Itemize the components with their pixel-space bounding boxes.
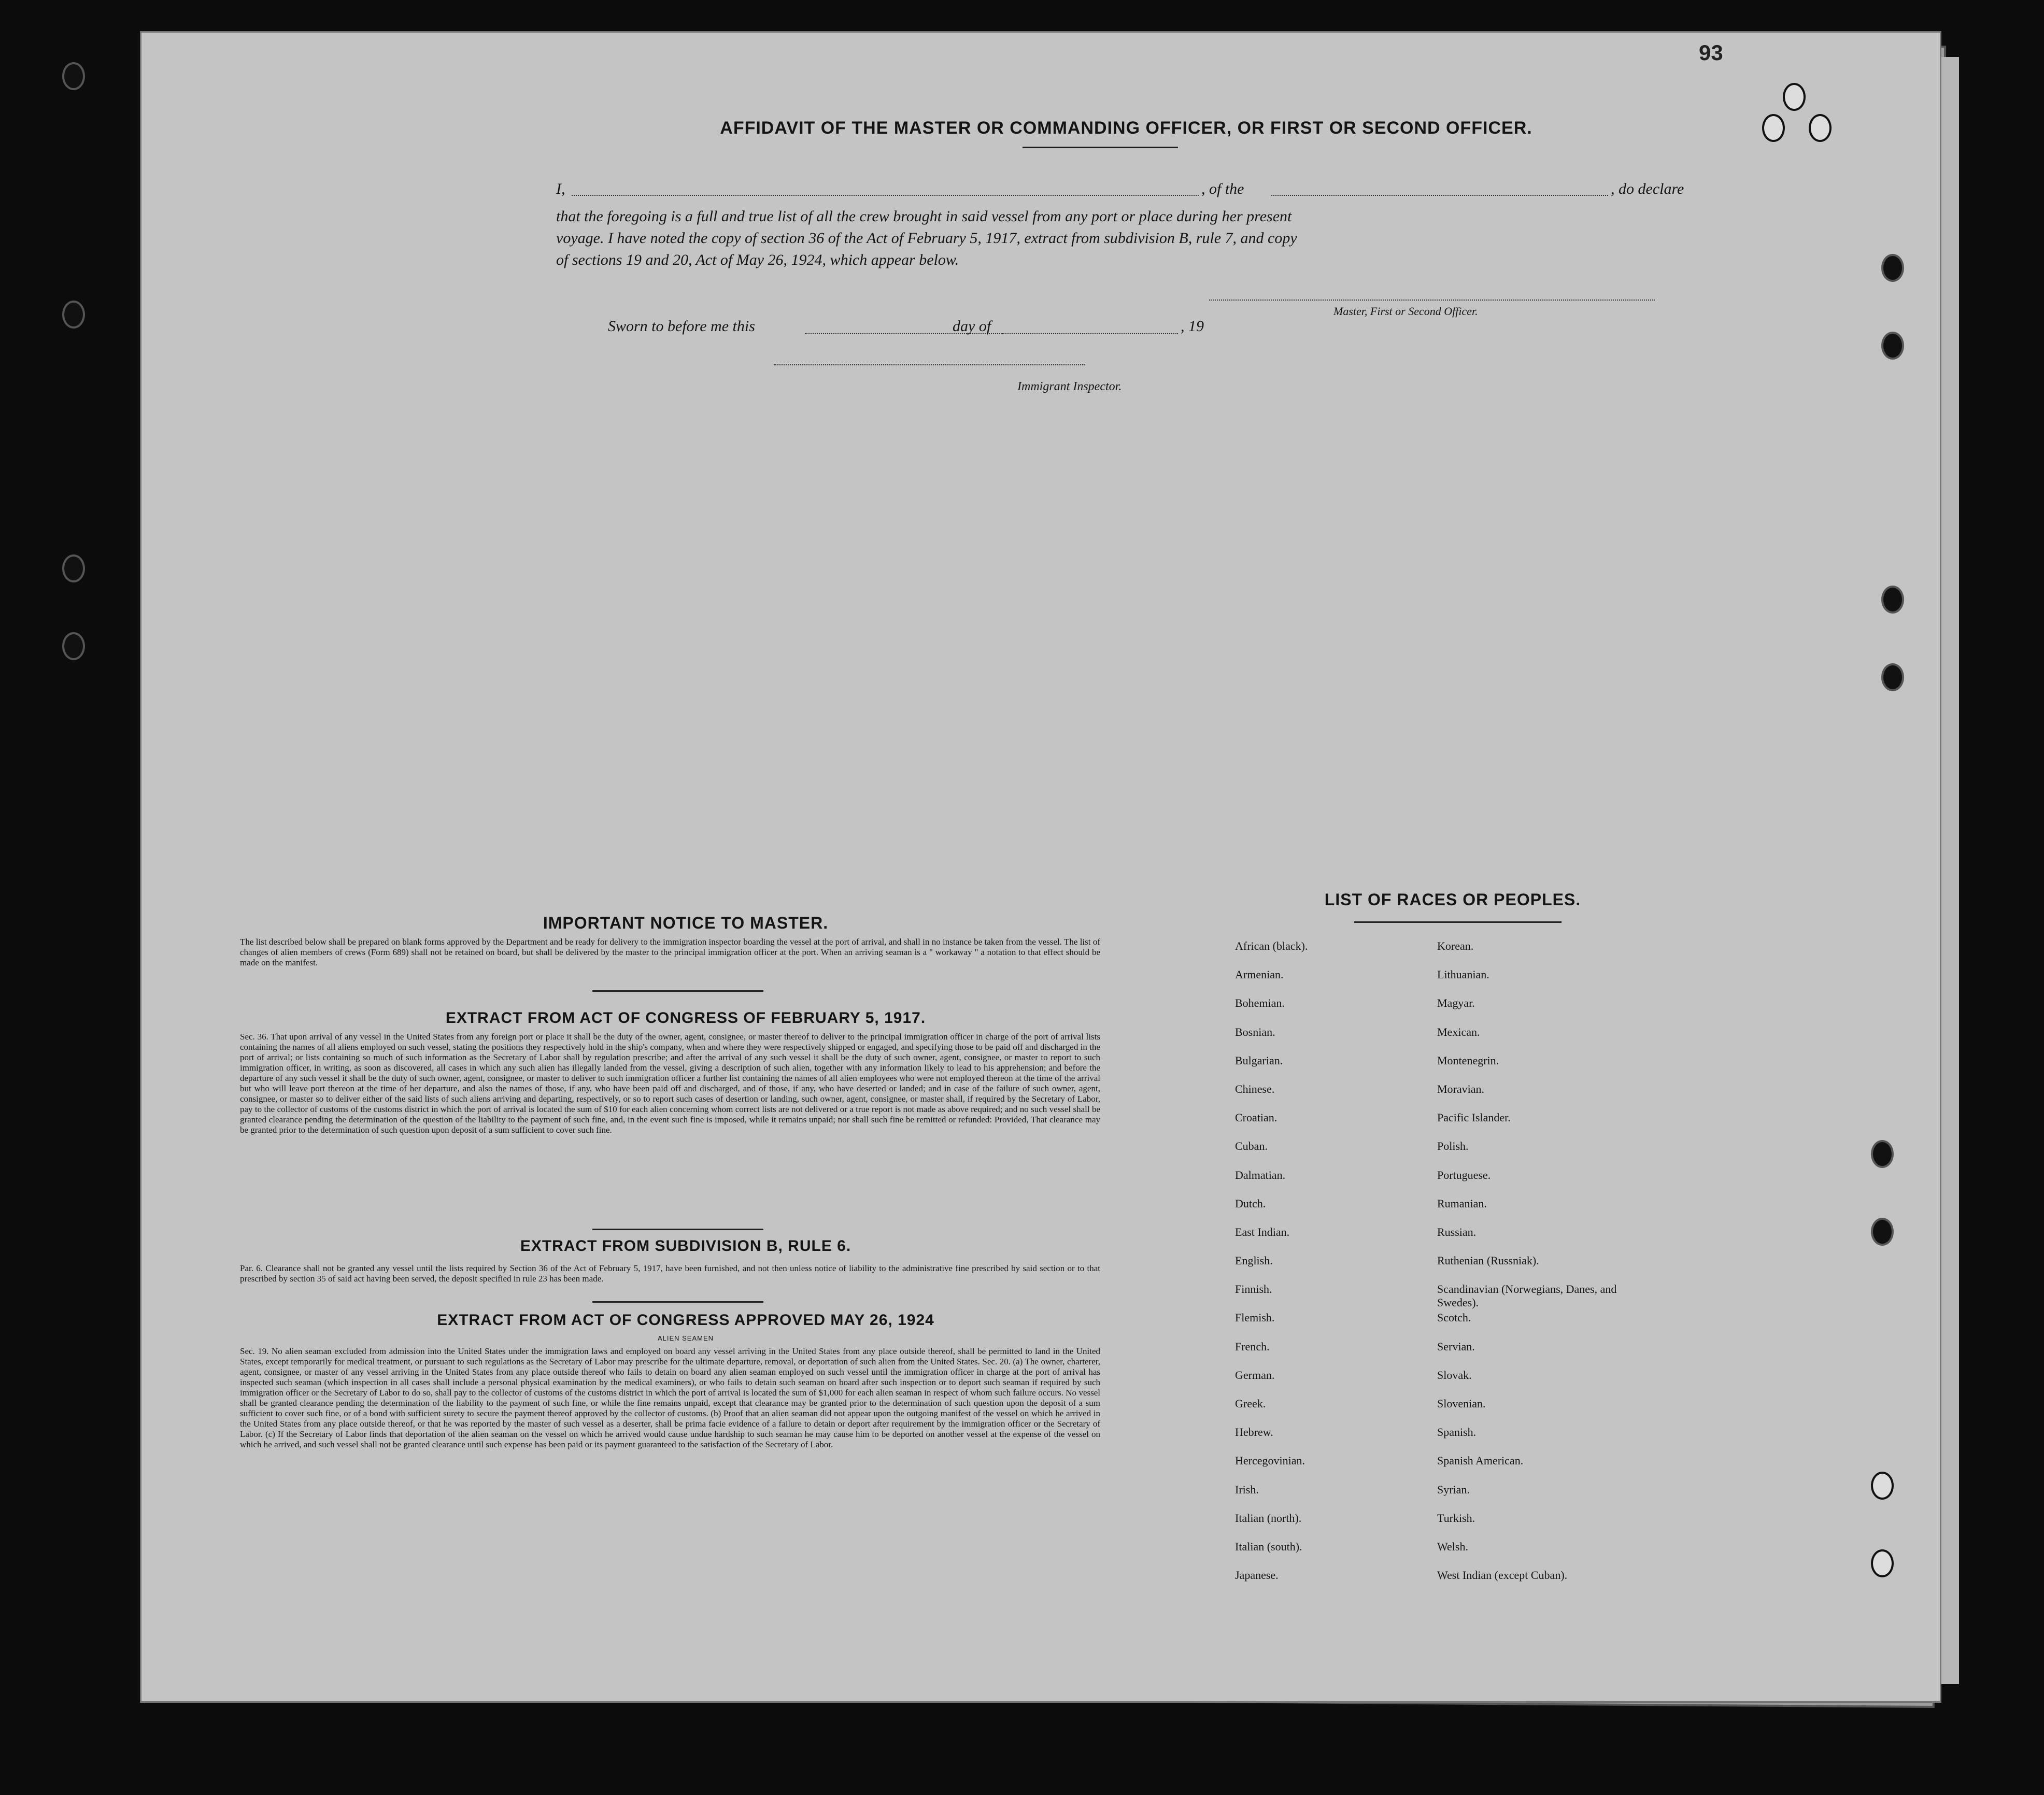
master-signature-line bbox=[1209, 300, 1655, 301]
divider-3 bbox=[592, 1301, 763, 1303]
binder-hole bbox=[1809, 114, 1832, 142]
title-divider bbox=[1023, 147, 1178, 148]
race-item: Ruthenian (Russniak). bbox=[1437, 1254, 1539, 1267]
race-item: Chinese. bbox=[1235, 1082, 1275, 1095]
race-item: Scandinavian (Norwegians, Danes, and Swedes). bbox=[1437, 1283, 1617, 1309]
inspector-caption: Immigrant Inspector. bbox=[1017, 380, 1122, 393]
binder-hole bbox=[1871, 1472, 1894, 1500]
sworn-label: Sworn to before me this bbox=[608, 318, 755, 335]
master-signature-caption: Master, First or Second Officer. bbox=[1333, 305, 1478, 318]
race-item: Rumanian. bbox=[1437, 1196, 1487, 1210]
extract-1924-text: Sec. 19. No alien seaman excluded from admission into the United States under the immigration laws and employed on board any vessel arriving in the United States from any place outside thereof, shall be permitted to land in the United States, except temporarily for medical treatment, or pursuant to such regulations as the Secretary of Labor may prescribe for the ultimate departure, removal, or deportation of such alien from the United States. Sec. 20. (a) The owner, charterer, agent, consignee, or master of any vessel arriving in the United States from any place outside thereof who fails to detain on board any alien seaman employed on such vessel until the immigration officer in charge at the port of arrival has inspected such seaman (which inspection in all cases shall include a personal physical examination by the medical examiners), or who fails to detain such seaman on board after such inspection or to deport such seaman if required by such immigration officer or the Secretary of Labor to do so, shall pay to the collector of customs of the customs district in which the port of arrival is located the sum of $1,000 for each alien seaman in respect of whom such failure occurs. No vessel shall be granted clearance pending the determination of the liability to the payment of such fine, or while the fine remains unpaid, except that clearance may be granted prior to the determination of such question upon the deposit of a sum sufficient to cover such fine, or of a bond with sufficient surety to secure the payment thereof approved by the collector of customs. (b) Proof that an alien seaman did not appear upon the outgoing manifest of the vessel on which he arrived in the United States from any place outside thereof, or that he was reported by the master of such vessel as a deserter, shall be prima facie evidence of a failure to detain or deport after requirement by the immigration officer or the Secretary of Labor. (c) If the Secretary of Labor finds that deportation of the alien seaman on the vessel on which he arrived would cause undue hardship to such seaman he may cause him to be deported on another vessel at the expense of the vessel on which he arrived, and such vessel shall not be granted clearance until such expense has been paid or its payment guaranteed to the satisfaction of the Secretary of Labor. bbox=[240, 1346, 1100, 1449]
affidavit-line-3: of sections 19 and 20, Act of May 26, 1924, which appear below. bbox=[556, 251, 959, 268]
race-item: Bohemian. bbox=[1235, 996, 1285, 1010]
race-item: Greek. bbox=[1235, 1397, 1266, 1410]
vessel-blank bbox=[1271, 195, 1608, 196]
inspector-signature-line bbox=[774, 364, 1085, 365]
affidavit-i-label: I, bbox=[556, 180, 565, 197]
document-page bbox=[140, 31, 1941, 1703]
page-number: 93 bbox=[1699, 40, 1723, 65]
day-of-label: day of bbox=[953, 318, 991, 335]
binder-hole bbox=[62, 554, 85, 582]
name-blank bbox=[572, 195, 1199, 196]
affidavit-do-declare: , do declare bbox=[1611, 180, 1684, 197]
race-item: Italian (south). bbox=[1235, 1540, 1302, 1553]
extract-1917-title: EXTRACT FROM ACT OF CONGRESS OF FEBRUARY 5, 1917. bbox=[445, 1009, 926, 1027]
race-item: Lithuanian. bbox=[1437, 968, 1489, 981]
binder-hole bbox=[1881, 254, 1904, 282]
race-item: Slovak. bbox=[1437, 1368, 1472, 1381]
race-item: Pacific Islander. bbox=[1437, 1111, 1511, 1124]
affidavit-line-2: voyage. I have noted the copy of section 36 of the Act of February 5, 1917, extract from subdivision B, rule 7, and copy bbox=[556, 230, 1297, 247]
notice-title: IMPORTANT NOTICE TO MASTER. bbox=[543, 914, 829, 932]
binder-hole bbox=[1871, 1218, 1894, 1246]
extract-1917-text: Sec. 36. That upon arrival of any vessel in the United States from any foreign port or place it shall be the duty of the owner, agent, consignee, or master thereof to deliver to the principal immigration officer in charge of the port of arrival lists containing the names of all aliens employed on such vessel, stating the positions they respectively hold in the ship's company, when and where they were respectively shipped or engaged, and specifying those to be paid off and discharged in the port of arrival; or lists containing so much of such information as the Secretary of Labor shall by regulation prescribe; and after the arrival of any such vessel it shall be the duty of such owner, agent, consignee, or master to report to such immigration officer, in writing, as soon as discovered, all cases in which any such alien has illegally landed from the vessel, giving a description of such alien, together with any information likely to lead to his apprehension; and before the departure of any such vessel it shall be the duty of such owner, agent, consignee, or master to deliver to such immigration officer a further list containing the names of all alien employees who were not employed thereon at the time of the arrival but who will leave port thereon at the time of her departure, and also the names of those, if any, who have been paid off and discharged, and of those, if any, who have deserted or landed; and in case of the failure of such owner, agent, consignee, or master so to deliver either of the said lists of such aliens arriving and departing, respectively, or so to report such cases of desertion or landing, such owner, agent, consignee, or master shall, if required by the Secretary of Labor, pay to the collector of customs of the customs district in which the port of arrival is located the sum of $10 for each alien concerning whom correct lists are not delivered or a true report is not made as above required; and no such vessel shall be granted clearance pending the determination of the question of the liability to the payment of such fine, and, in the event such fine is imposed, while it remains unpaid; nor shall such fine be remitted or refunded: Provided, That clearance may be granted prior to the determination of such question upon deposit of a sum sufficient to cover such fine. bbox=[240, 1032, 1100, 1135]
race-item: Dalmatian. bbox=[1235, 1168, 1286, 1181]
month-blank bbox=[1002, 333, 1178, 334]
affidavit-title: AFFIDAVIT OF THE MASTER OR COMMANDING OFFICER, OR FIRST OR SECOND OFFICER. bbox=[720, 118, 1532, 138]
race-item: Russian. bbox=[1437, 1225, 1477, 1238]
extract-rule-title: EXTRACT FROM SUBDIVISION B, RULE 6. bbox=[520, 1237, 851, 1255]
affidavit-of-the: , of the bbox=[1201, 180, 1244, 197]
binder-hole bbox=[62, 301, 85, 329]
year-label: , 19 bbox=[1181, 318, 1204, 335]
extract-rule-text: Par. 6. Clearance shall not be granted any vessel until the lists required by Section 36 of the Act of February 5, 1917, have been furnished, and not then unless notice of liability to the administrative fine prescribed by said section or to that prescribed by section 35 of said act having been served, the deposit specified in rule 23 has been made. bbox=[240, 1263, 1100, 1284]
race-item: Moravian. bbox=[1437, 1082, 1485, 1095]
extract-1924-title: EXTRACT FROM ACT OF CONGRESS APPROVED MAY 26, 1924 bbox=[437, 1312, 934, 1329]
race-item: Armenian. bbox=[1235, 968, 1284, 981]
race-item: German. bbox=[1235, 1368, 1275, 1381]
race-item: Spanish American. bbox=[1437, 1454, 1524, 1468]
binder-hole bbox=[1881, 586, 1904, 614]
races-divider bbox=[1354, 921, 1562, 923]
race-item: Bulgarian. bbox=[1235, 1053, 1283, 1067]
races-left-column bbox=[1235, 939, 1422, 1597]
race-item: African (black). bbox=[1235, 939, 1308, 952]
race-item: Japanese. bbox=[1235, 1569, 1279, 1582]
race-item: Mexican. bbox=[1437, 1025, 1480, 1038]
race-item: Portuguese. bbox=[1437, 1168, 1491, 1181]
race-item: Syrian. bbox=[1437, 1483, 1470, 1496]
race-item: Korean. bbox=[1437, 939, 1474, 952]
race-item: West Indian (except Cuban). bbox=[1437, 1569, 1568, 1582]
race-item: Montenegrin. bbox=[1437, 1053, 1499, 1067]
race-item: Finnish. bbox=[1235, 1283, 1272, 1296]
race-item: Scotch. bbox=[1437, 1311, 1471, 1324]
divider-1 bbox=[592, 990, 763, 992]
binder-hole bbox=[62, 632, 85, 660]
binder-hole bbox=[1783, 83, 1806, 111]
binder-hole bbox=[62, 62, 85, 90]
race-item: Spanish. bbox=[1437, 1426, 1477, 1439]
binder-hole bbox=[1881, 663, 1904, 691]
race-item: Irish. bbox=[1235, 1483, 1259, 1496]
affidavit-line-1: that the foregoing is a full and true list of all the crew brought in said vessel from any port or place during her present bbox=[556, 208, 1292, 225]
race-item: East Indian. bbox=[1235, 1225, 1290, 1238]
binder-hole bbox=[1881, 332, 1904, 360]
binder-hole bbox=[1762, 114, 1785, 142]
race-item: Cuban. bbox=[1235, 1139, 1268, 1153]
alien-seamen-subtitle: ALIEN SEAMEN bbox=[657, 1334, 714, 1342]
divider-2 bbox=[592, 1229, 763, 1230]
binder-hole bbox=[1871, 1549, 1894, 1577]
race-item: French. bbox=[1235, 1340, 1270, 1353]
race-item: Hebrew. bbox=[1235, 1426, 1273, 1439]
race-item: Servian. bbox=[1437, 1340, 1475, 1353]
races-title: LIST OF RACES OR PEOPLES. bbox=[1324, 890, 1581, 909]
race-item: English. bbox=[1235, 1254, 1273, 1267]
race-item: Welsh. bbox=[1437, 1540, 1468, 1553]
race-item: Dutch. bbox=[1235, 1196, 1266, 1210]
binder-hole bbox=[1871, 1140, 1894, 1168]
race-item: Croatian. bbox=[1235, 1111, 1278, 1124]
race-item: Magyar. bbox=[1437, 996, 1475, 1010]
race-item: Polish. bbox=[1437, 1139, 1469, 1153]
notice-text: The list described below shall be prepared on blank forms approved by the Department and be ready for delivery to the immigration inspector boarding the vessel at the port of arrival, and shall in no instance be taken from the vessel. The list of changes of alien members of crews (Form 689) shall not be retained on board, but shall be delivered by the master to the principal immigration officer at the port. When an arriving seaman is a " workaway " a notation to that effect should be made on the manifest. bbox=[240, 937, 1100, 967]
race-item: Turkish. bbox=[1437, 1511, 1475, 1525]
race-item: Flemish. bbox=[1235, 1311, 1275, 1324]
races-right-column bbox=[1437, 939, 1655, 1597]
race-item: Slovenian. bbox=[1437, 1397, 1486, 1410]
race-item: Italian (north). bbox=[1235, 1511, 1302, 1525]
race-item: Bosnian. bbox=[1235, 1025, 1275, 1038]
race-item: Hercegovinian. bbox=[1235, 1454, 1305, 1468]
